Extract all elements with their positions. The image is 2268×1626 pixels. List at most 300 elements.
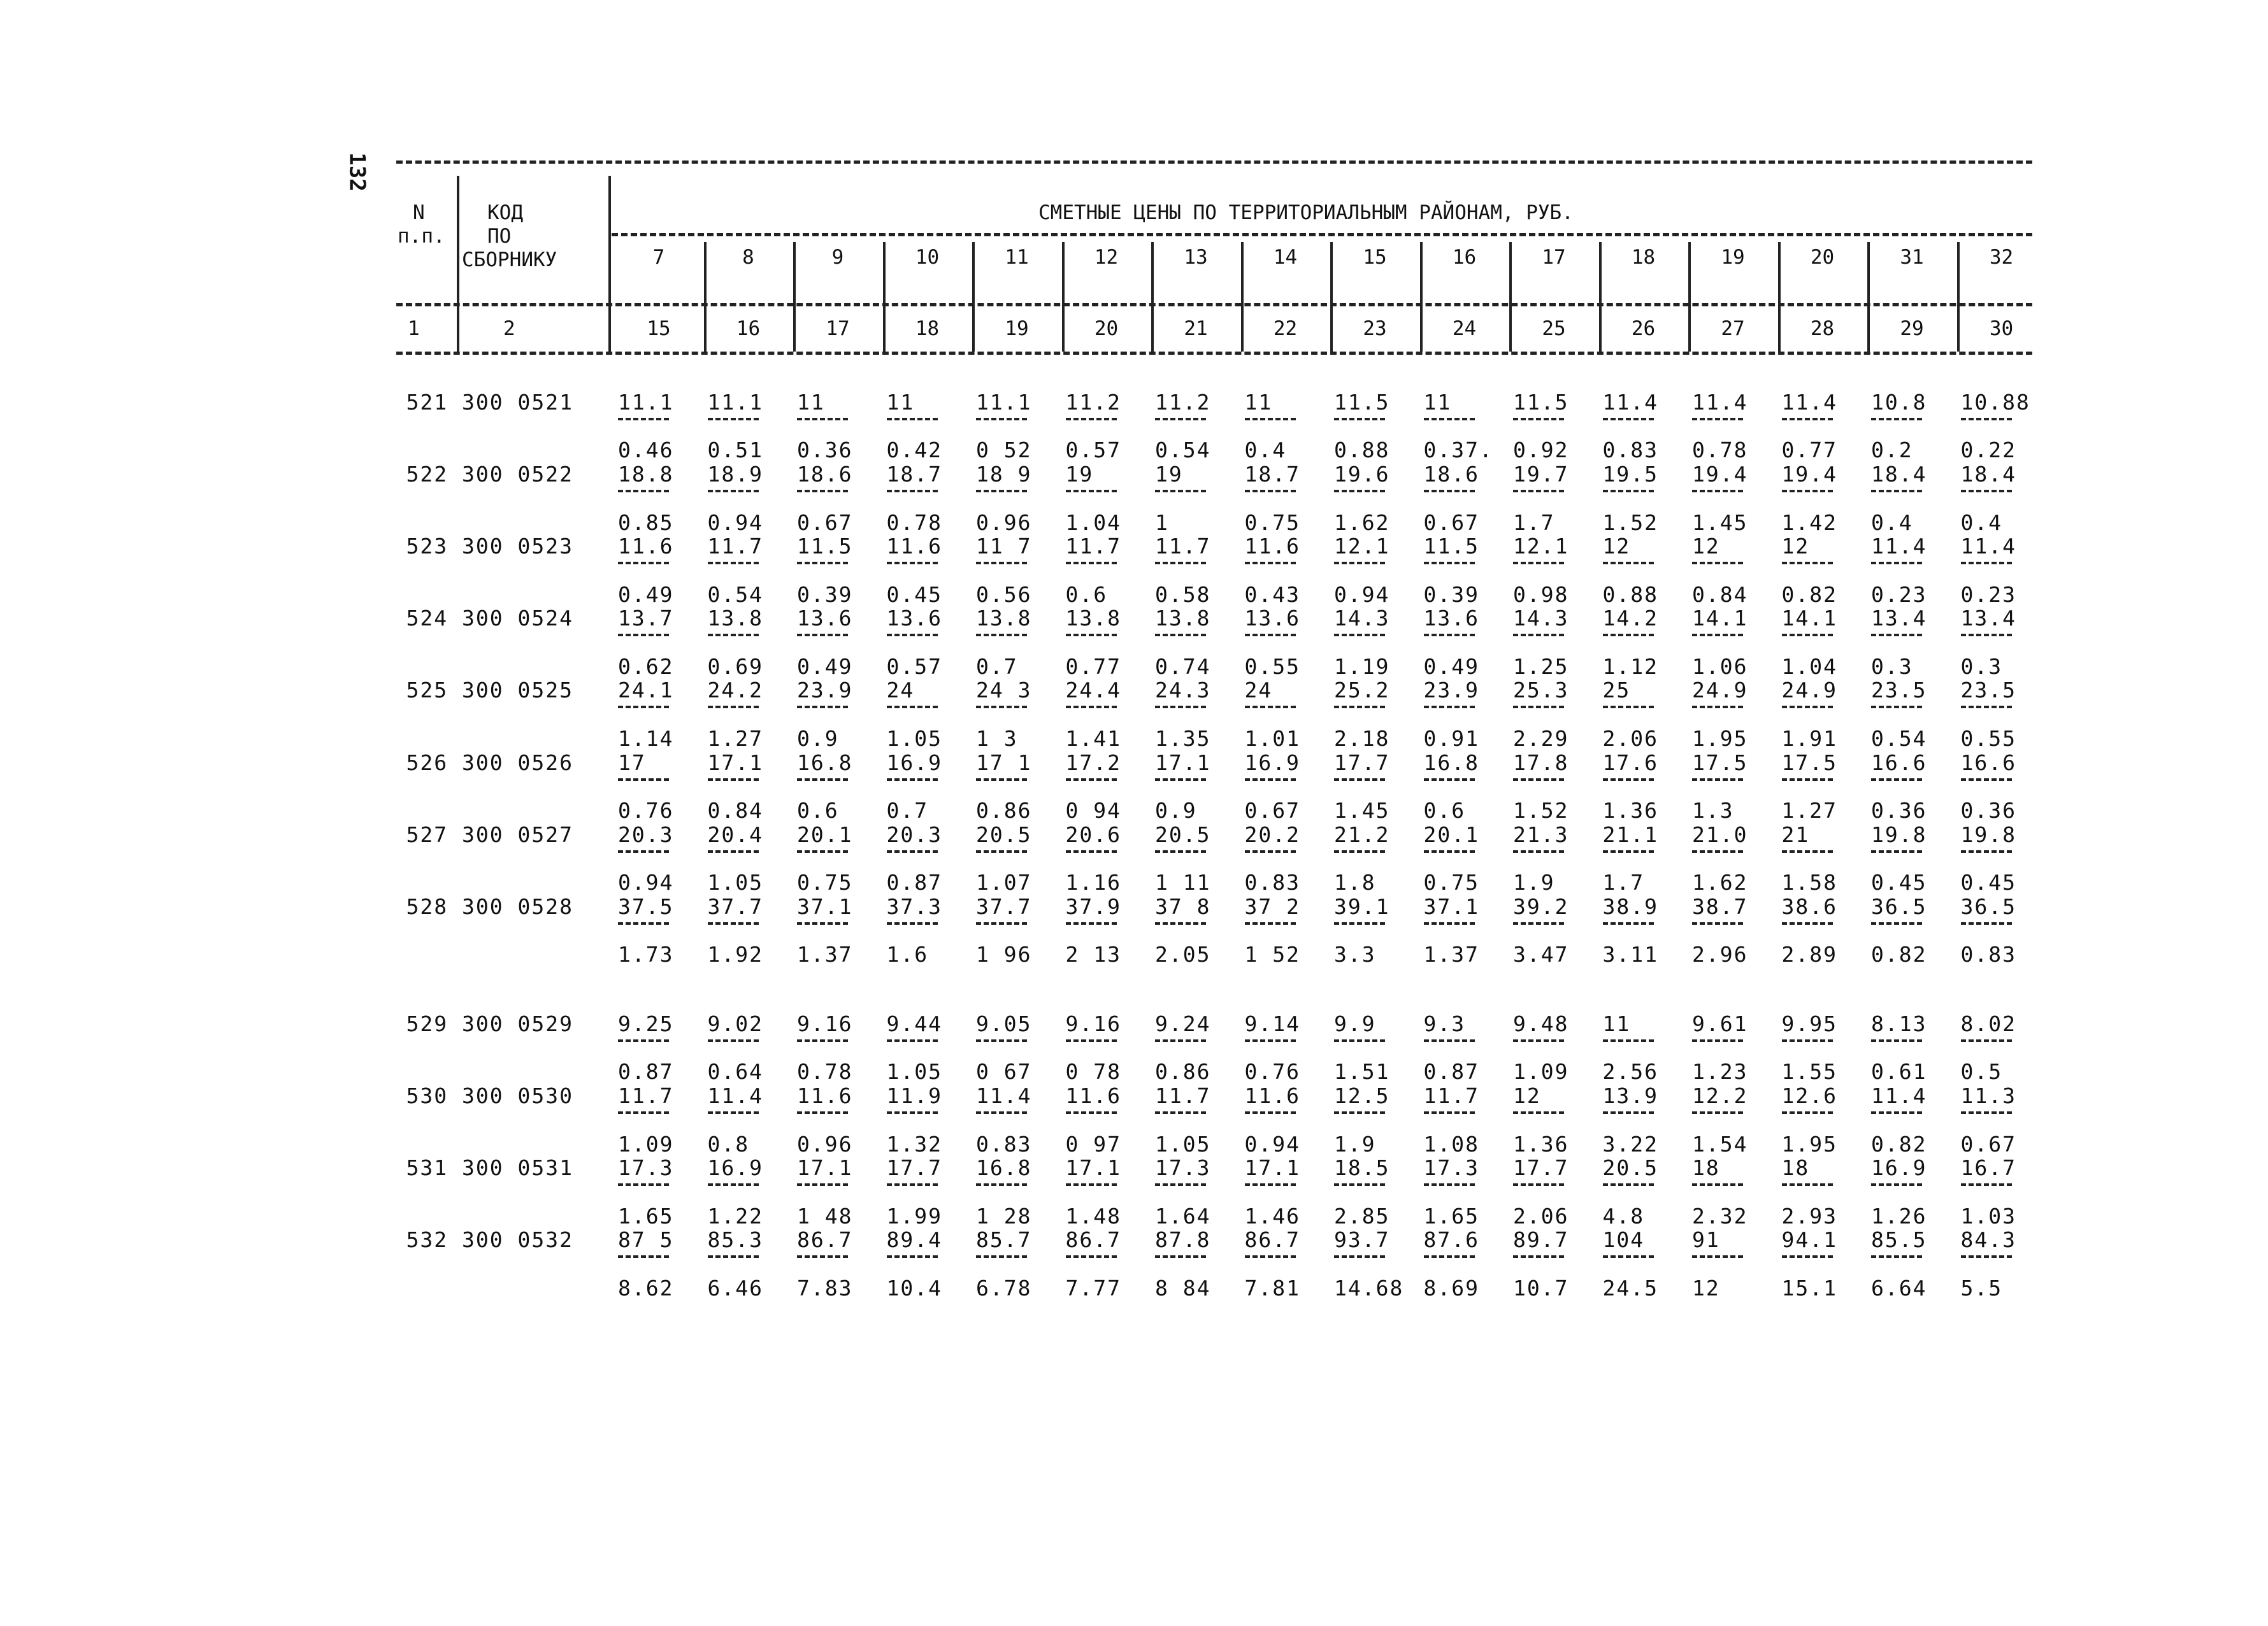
price-cell: 3.11: [1602, 942, 1658, 967]
price-cell: 7.81: [1244, 1275, 1300, 1301]
fraction-dash: [618, 778, 669, 781]
price-cell: 9.16: [1065, 1011, 1121, 1036]
region-header: 20: [1810, 246, 1835, 269]
fraction-dash: [797, 778, 848, 781]
price-cell: 7.77: [1065, 1275, 1121, 1301]
price-cell: 18.4: [1960, 462, 2016, 487]
row-item-label: [382, 1227, 573, 1252]
fraction-dash: [1245, 418, 1296, 420]
price-cell: 91: [1692, 1227, 1720, 1253]
price-cell: 36.5: [1871, 894, 1927, 919]
price-cell: 37.3: [886, 894, 942, 919]
price-cell: 24: [886, 678, 915, 703]
region-header: 18: [1631, 246, 1656, 269]
row-item-label: [382, 1011, 573, 1036]
fraction-dash: [1961, 1039, 2012, 1042]
fraction-dash: [1961, 850, 2012, 853]
price-cell: 24.4: [1065, 678, 1121, 703]
price-cell: 17.6: [1602, 750, 1658, 775]
region-header: 15: [1363, 246, 1387, 269]
region-header: 12: [1094, 246, 1119, 269]
fraction-dash: [1066, 1039, 1117, 1042]
price-cell: 0.96: [797, 1131, 853, 1157]
fraction-dash: [1155, 778, 1206, 781]
fraction-dash: [618, 418, 669, 420]
price-cell: 84.3: [1960, 1227, 2016, 1253]
price-cell: 11.7: [1423, 1083, 1479, 1109]
price-cell: 85.7: [976, 1227, 1032, 1253]
fraction-dash: [1603, 490, 1654, 492]
fraction-dash: [1155, 706, 1206, 708]
fraction-dash: [887, 1183, 938, 1186]
fraction-dash: [618, 634, 669, 636]
fraction-dash: [618, 1111, 669, 1114]
region-col-separator: [1330, 242, 1333, 352]
price-cell: 13.8: [1155, 606, 1211, 631]
fraction-dash: [1155, 634, 1206, 636]
price-cell: 1.12: [1602, 653, 1658, 679]
price-cell: 6.46: [707, 1275, 763, 1301]
region-col-separator: [1151, 242, 1154, 352]
price-cell: 17.5: [1781, 750, 1837, 775]
price-cell: 9.16: [797, 1011, 853, 1036]
price-cell: 0.67: [1960, 1131, 2016, 1157]
price-cell: 2.06: [1602, 725, 1658, 751]
price-cell: 0.62: [618, 653, 674, 679]
price-cell: 0.45: [886, 581, 942, 607]
fraction-dash: [1066, 1111, 1117, 1114]
price-cell: 11.7: [1155, 1083, 1211, 1109]
price-cell: 3.22: [1602, 1131, 1658, 1157]
fraction-dash: [1782, 1183, 1833, 1186]
price-cell: 1.6: [886, 942, 929, 967]
price-cell: 23.9: [1423, 678, 1479, 703]
column-number: 20: [1094, 317, 1119, 340]
price-cell: 2 13: [1065, 942, 1121, 967]
fraction-dash: [1066, 634, 1117, 636]
price-cell: 37.1: [797, 894, 853, 919]
price-cell: 13.6: [886, 606, 942, 631]
row-number: 531: [406, 1155, 449, 1181]
price-cell: 11.9: [886, 1083, 942, 1109]
price-cell: 16.9: [886, 750, 942, 775]
region-header: 11: [1005, 246, 1029, 269]
fraction-dash: [1334, 1039, 1385, 1042]
fraction-dash: [1692, 850, 1743, 853]
price-cell: 1.7: [1513, 510, 1555, 535]
fraction-dash: [1424, 706, 1475, 708]
price-cell: 0.49: [1423, 653, 1479, 679]
fraction-dash: [797, 706, 848, 708]
price-cell: 3.47: [1513, 942, 1569, 967]
fraction-dash: [1692, 1255, 1743, 1258]
price-cell: 0.23: [1960, 581, 2016, 607]
price-cell: 20.3: [618, 822, 674, 847]
price-cell: 16.8: [1423, 750, 1479, 775]
fraction-dash: [1245, 634, 1296, 636]
price-cell: 17: [618, 750, 646, 775]
price-cell: 37.5: [618, 894, 674, 919]
price-cell: 1.91: [1781, 725, 1837, 751]
fraction-dash: [1961, 778, 2012, 781]
price-cell: 11.5: [1513, 390, 1569, 415]
table-main-title: СМЕТНЫЕ ЦЕНЫ ПО ТЕРРИТОРИАЛЬНЫМ РАЙОНАМ, РУБ.: [1038, 201, 1574, 224]
price-cell: 11.4: [1871, 1083, 1927, 1109]
fraction-dash: [1513, 1039, 1564, 1042]
price-cell: 1.32: [886, 1131, 942, 1157]
price-cell: 0.75: [797, 870, 853, 895]
fraction-dash: [708, 490, 759, 492]
fraction-dash: [1334, 1255, 1385, 1258]
price-cell: 0.56: [976, 581, 1032, 607]
price-cell: 20.4: [707, 822, 763, 847]
price-cell: 10.8: [1871, 390, 1927, 415]
price-cell: 11.6: [1244, 1083, 1300, 1109]
fraction-dash: [1513, 634, 1564, 636]
price-cell: 87.8: [1155, 1227, 1211, 1253]
price-cell: 0 97: [1065, 1131, 1121, 1157]
price-cell: 0.7: [976, 653, 1018, 679]
fraction-dash: [1961, 418, 2012, 420]
header-divider: [396, 303, 2032, 306]
price-cell: 11.1: [707, 390, 763, 415]
fraction-dash: [708, 850, 759, 853]
price-cell: 17.5: [1692, 750, 1748, 775]
price-cell: 1.45: [1692, 510, 1748, 535]
fraction-dash: [887, 490, 938, 492]
price-cell: 1.23: [1692, 1059, 1748, 1085]
row-item-label: [382, 894, 573, 919]
row-number: 529: [406, 1011, 449, 1036]
price-cell: 1 3: [976, 725, 1018, 751]
fraction-dash: [1692, 418, 1743, 420]
region-col-separator: [1957, 242, 1960, 352]
fraction-dash: [708, 562, 759, 564]
price-cell: 0.6: [1423, 797, 1466, 823]
region-header: 7: [652, 246, 665, 269]
price-cell: 0.86: [976, 797, 1032, 823]
price-cell: 0.78: [886, 510, 942, 535]
price-cell: 86.7: [1244, 1227, 1300, 1253]
row-number: 524: [406, 606, 449, 631]
fraction-dash: [1782, 706, 1833, 708]
price-cell: 18.9: [707, 462, 763, 487]
price-cell: 0.6: [1065, 581, 1108, 607]
column-number: 29: [1900, 317, 1924, 340]
fraction-dash: [1692, 922, 1743, 925]
price-cell: 14.3: [1513, 606, 1569, 631]
price-cell: 0.84: [707, 797, 763, 823]
price-cell: 1.64: [1155, 1203, 1211, 1229]
price-cell: 89.7: [1513, 1227, 1569, 1253]
price-cell: 0.82: [1781, 581, 1837, 607]
price-cell: 0.86: [1155, 1059, 1211, 1085]
price-cell: 86.7: [1065, 1227, 1121, 1253]
price-cell: 2.56: [1602, 1059, 1658, 1085]
price-cell: 38.9: [1602, 894, 1658, 919]
price-cell: 1.25: [1513, 653, 1569, 679]
price-cell: 9.14: [1244, 1011, 1300, 1036]
price-cell: 1.22: [707, 1203, 763, 1229]
fraction-dash: [1961, 562, 2012, 564]
price-cell: 1.62: [1334, 510, 1390, 535]
price-cell: 17.1: [1065, 1155, 1121, 1181]
fraction-dash: [618, 562, 669, 564]
price-cell: 10.7: [1513, 1275, 1569, 1301]
price-cell: 0.98: [1513, 581, 1569, 607]
price-cell: 0.9: [797, 725, 839, 751]
price-cell: 16.8: [797, 750, 853, 775]
price-cell: 8.02: [1960, 1011, 2016, 1036]
price-cell: 0.37.: [1423, 438, 1493, 463]
price-cell: 0.46: [618, 438, 674, 463]
price-cell: 11: [886, 390, 915, 415]
price-cell: 11: [1423, 390, 1452, 415]
price-cell: 11.6: [1065, 1083, 1121, 1109]
price-cell: 1.62: [1692, 870, 1748, 895]
price-cell: 14.68: [1334, 1275, 1404, 1301]
price-cell: 12.2: [1692, 1083, 1748, 1109]
price-cell: 85.3: [707, 1227, 763, 1253]
price-cell: 0.83: [976, 1131, 1032, 1157]
fraction-dash: [1155, 490, 1206, 492]
row-number: 525: [406, 678, 449, 703]
column-number: 19: [1005, 317, 1029, 340]
region-header: 8: [742, 246, 754, 269]
fraction-dash: [1245, 922, 1296, 925]
fraction-dash: [1603, 850, 1654, 853]
price-cell: 0.69: [707, 653, 763, 679]
price-cell: 1.37: [797, 942, 853, 967]
fraction-dash: [976, 922, 1027, 925]
price-cell: 11.4: [1871, 534, 1927, 559]
header-bottom-rule: [396, 352, 2032, 355]
column-number: 21: [1184, 317, 1208, 340]
fraction-dash: [1603, 1111, 1654, 1114]
column-code-label: ПО: [487, 225, 512, 248]
price-cell: 9.48: [1513, 1011, 1569, 1036]
fraction-dash: [1871, 706, 1922, 708]
fraction-dash: [1245, 778, 1296, 781]
fraction-dash: [1513, 1183, 1564, 1186]
price-cell: 11.6: [886, 534, 942, 559]
price-cell: 0.45: [1871, 870, 1927, 895]
price-cell: 0.45: [1960, 870, 2016, 895]
price-cell: 0.76: [618, 797, 674, 823]
fraction-dash: [1513, 706, 1564, 708]
price-cell: 11.5: [1423, 534, 1479, 559]
price-cell: 0.83: [1244, 870, 1300, 895]
price-cell: 24.9: [1781, 678, 1837, 703]
fraction-dash: [1871, 850, 1922, 853]
price-cell: 1.05: [707, 870, 763, 895]
price-cell: 1.36: [1602, 797, 1658, 823]
fraction-dash: [1155, 922, 1206, 925]
price-cell: 1.08: [1423, 1131, 1479, 1157]
price-cell: 3.3: [1334, 942, 1376, 967]
fraction-dash: [1782, 922, 1833, 925]
price-cell: 16.8: [976, 1155, 1032, 1181]
fraction-dash: [1424, 418, 1475, 420]
price-cell: 0.9: [1155, 797, 1197, 823]
price-cell: 24.9: [1692, 678, 1748, 703]
fraction-dash: [1603, 562, 1654, 564]
price-cell: 0 78: [1065, 1059, 1121, 1085]
row-item-label: [382, 390, 573, 415]
price-cell: 0.22: [1960, 438, 2016, 463]
fraction-dash: [1782, 850, 1833, 853]
fraction-dash: [887, 1111, 938, 1114]
fraction-dash: [1066, 922, 1117, 925]
price-cell: 0 67: [976, 1059, 1032, 1085]
price-cell: 1.37: [1423, 942, 1479, 967]
price-cell: 11: [797, 390, 825, 415]
fraction-dash: [708, 706, 759, 708]
region-header: 10: [915, 246, 940, 269]
fraction-dash: [1245, 1111, 1296, 1114]
column-number: 15: [647, 317, 671, 340]
fraction-dash: [1871, 418, 1922, 420]
price-cell: 39.1: [1334, 894, 1390, 919]
fraction-dash: [887, 1039, 938, 1042]
region-col-separator: [1599, 242, 1602, 352]
region-header: 9: [831, 246, 844, 269]
region-header: 19: [1721, 246, 1745, 269]
price-cell: 9.05: [976, 1011, 1032, 1036]
price-cell: 0.82: [1871, 1131, 1927, 1157]
fraction-dash: [1245, 850, 1296, 853]
price-cell: 18.6: [797, 462, 853, 487]
fraction-dash: [1155, 562, 1206, 564]
fraction-dash: [1961, 490, 2012, 492]
price-cell: 11.6: [797, 1083, 853, 1109]
column-number: 2: [503, 317, 515, 340]
price-cell: 13.6: [797, 606, 853, 631]
fraction-dash: [1513, 1255, 1564, 1258]
row-number: 527: [406, 822, 449, 847]
price-cell: 20.5: [976, 822, 1032, 847]
price-cell: 12: [1781, 534, 1810, 559]
fraction-dash: [708, 1255, 759, 1258]
price-cell: 21: [1781, 822, 1810, 847]
price-cell: 2.06: [1513, 1203, 1569, 1229]
price-cell: 13.8: [707, 606, 763, 631]
fraction-dash: [1424, 1255, 1475, 1258]
fraction-dash: [797, 562, 848, 564]
price-cell: 1.04: [1065, 510, 1121, 535]
fraction-dash: [1066, 850, 1117, 853]
fraction-dash: [1245, 706, 1296, 708]
price-cell: 1.19: [1334, 653, 1390, 679]
fraction-dash: [1782, 778, 1833, 781]
price-cell: 11.2: [1155, 390, 1211, 415]
price-cell: 1.46: [1244, 1203, 1300, 1229]
fraction-dash: [708, 634, 759, 636]
price-cell: 16.6: [1871, 750, 1927, 775]
row-code: 300 0526: [462, 750, 573, 775]
price-cell: 37.7: [976, 894, 1032, 919]
price-cell: 0.88: [1602, 581, 1658, 607]
column-number: 17: [826, 317, 850, 340]
fraction-dash: [1245, 1255, 1296, 1258]
fraction-dash: [797, 418, 848, 420]
price-cell: 1.3: [1692, 797, 1734, 823]
fraction-dash: [887, 1255, 938, 1258]
price-cell: 87 5: [618, 1227, 674, 1253]
fraction-dash: [1692, 1111, 1743, 1114]
price-cell: 11.4: [1781, 390, 1837, 415]
fraction-dash: [1782, 562, 1833, 564]
fraction-dash: [1334, 778, 1385, 781]
price-cell: 2.89: [1781, 942, 1837, 967]
price-cell: 0.57: [886, 653, 942, 679]
column-np-label: N: [413, 201, 425, 224]
price-cell: 0.96: [976, 510, 1032, 535]
price-cell: 21.3: [1513, 822, 1569, 847]
price-cell: 37.1: [1423, 894, 1479, 919]
fraction-dash: [1603, 418, 1654, 420]
price-cell: 1.45: [1334, 797, 1390, 823]
fraction-dash: [1871, 490, 1922, 492]
fraction-dash: [1424, 1039, 1475, 1042]
price-cell: 14.1: [1692, 606, 1748, 631]
row-item-label: [382, 1083, 573, 1108]
fraction-dash: [1782, 418, 1833, 420]
price-cell: 18: [1781, 1155, 1810, 1181]
fraction-dash: [887, 778, 938, 781]
price-cell: 17.1: [1155, 750, 1211, 775]
price-cell: 20.1: [797, 822, 853, 847]
price-cell: 19.7: [1513, 462, 1569, 487]
price-cell: 93.7: [1334, 1227, 1390, 1253]
price-cell: 13.4: [1871, 606, 1927, 631]
price-cell: 38.6: [1781, 894, 1837, 919]
price-cell: 17.1: [707, 750, 763, 775]
fraction-dash: [1066, 490, 1117, 492]
price-cell: 0.83: [1602, 438, 1658, 463]
fraction-dash: [1692, 562, 1743, 564]
region-header: 17: [1542, 246, 1566, 269]
price-cell: 13.8: [976, 606, 1032, 631]
price-cell: 0.3: [1871, 653, 1913, 679]
price-cell: 1.01: [1244, 725, 1300, 751]
price-cell: 13.6: [1423, 606, 1479, 631]
price-cell: 13.4: [1960, 606, 2016, 631]
fraction-dash: [1424, 850, 1475, 853]
price-cell: 1.05: [1155, 1131, 1211, 1157]
price-cell: 20.5: [1602, 1155, 1658, 1181]
price-cell: 0.87: [618, 1059, 674, 1085]
price-cell: 17.7: [1513, 1155, 1569, 1181]
region-col-separator: [972, 242, 975, 352]
price-cell: 19.4: [1781, 462, 1837, 487]
column-number: 25: [1542, 317, 1566, 340]
price-cell: 6.78: [976, 1275, 1032, 1301]
price-cell: 0.61: [1871, 1059, 1927, 1085]
price-cell: 0.57: [1065, 438, 1121, 463]
price-cell: 1.41: [1065, 725, 1121, 751]
price-cell: 0.75: [1244, 510, 1300, 535]
price-cell: 36.5: [1960, 894, 2016, 919]
region-col-separator: [1509, 242, 1512, 352]
price-cell: 1.58: [1781, 870, 1837, 895]
price-cell: 24 3: [976, 678, 1032, 703]
price-cell: 1.7: [1602, 870, 1645, 895]
price-cell: 1.35: [1155, 725, 1211, 751]
price-cell: 7.83: [797, 1275, 853, 1301]
price-cell: 0.39: [1423, 581, 1479, 607]
region-col-separator: [883, 242, 886, 352]
